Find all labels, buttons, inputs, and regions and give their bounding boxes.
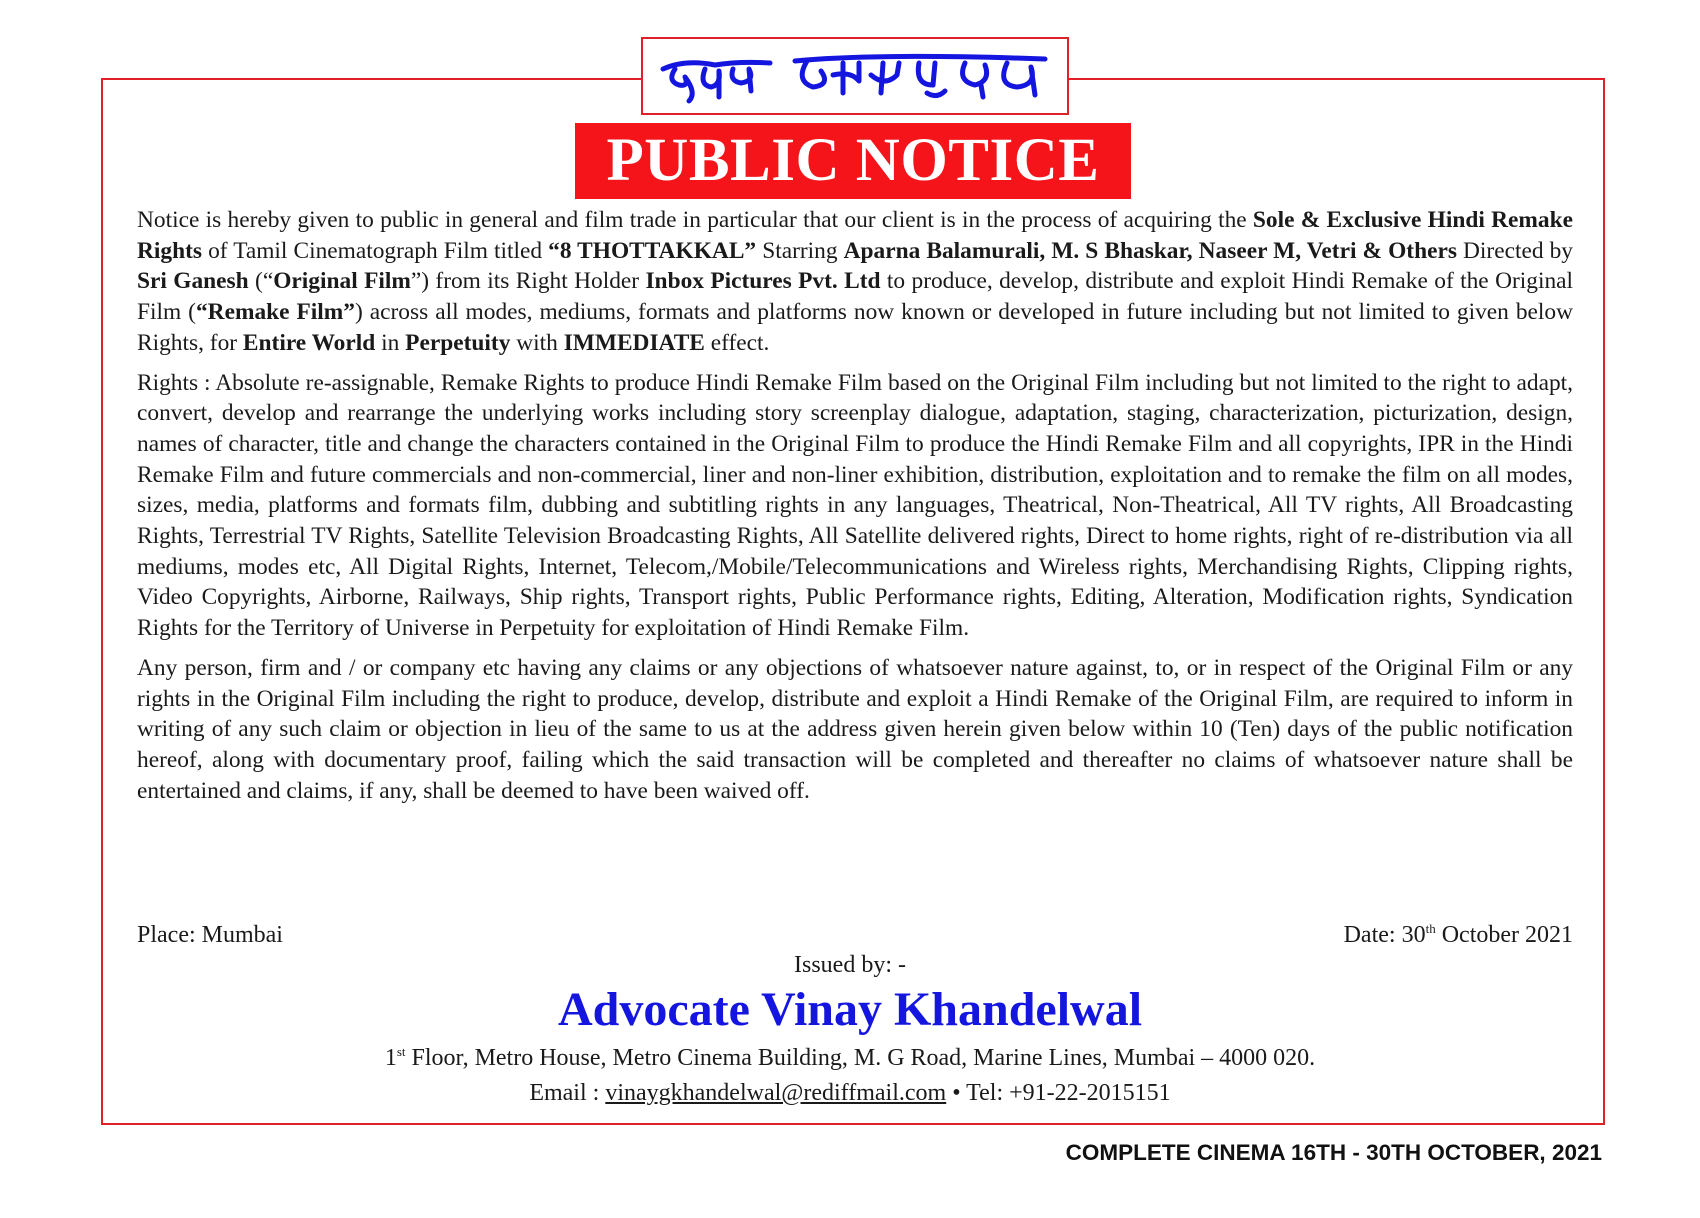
phone-text: • Tel: +91-22-2015151	[946, 1080, 1171, 1106]
place-date-row	[137, 922, 1573, 952]
email-link[interactable]: vinaygkhandelwal@rediffmail.com	[605, 1080, 947, 1106]
greeting-hindi-script	[645, 41, 1065, 111]
advocate-address: 1st Floor, Metro House, Metro Cinema Building, M. G Road, Marine Lines, Mumbai – 4000 020.	[384, 1044, 1316, 1071]
page-title: PUBLIC NOTICE	[575, 123, 1131, 199]
email-label: Email :	[529, 1080, 606, 1106]
publication-footer: COMPLETE CINEMA 16TH - 30TH OCTOBER, 2021	[1065, 1140, 1602, 1165]
issued-by-label: Issued by: -	[794, 952, 906, 978]
notice-paragraph-rights: Rights : Absolute re-assignable, Remake Rights to produce Hindi Remake Film based on the Original Film including but not limited to the right to adapt, convert, develop and rearrange the underlying works including story screenplay dialogue, adaptation, staging, characterization, picturization, design, names of character, title and change the characters contained in the Original Film to produce the Hindi Remake Film and all copyrights, IPR in the Hindi Remake Film and future commercials and non-commercial, liner and non-liner exhibition, distribution, exploitation and to remake the film on all modes, sizes, media, platforms and formats film, dubbing and subtitling rights in any languages, Theatrical, Non-Theatrical, All TV rights, All Broadcasting Rights, Terrestrial TV Rights, Satellite Television Broadcasting Rights, All Satellite delivered rights, Direct to home rights, right of re-distribution via all mediums, modes etc, All Digital Rights, Internet, Telecom,/Mobile/Telecommunications and Wireless rights, Merchandising Rights, Clipping rights, Video Copyrights, Airborne, Railways, Ship rights, Transport rights, Public Performance rights, Editing, Alteration, Modification rights, Syndication Rights for the Territory of Universe in Perpetuity for exploitation of Hindi Remake Film.	[137, 369, 1573, 642]
greeting-banner	[641, 37, 1069, 115]
date-text: Date: 30th October 2021	[1343, 921, 1573, 948]
advocate-contact	[0, 1080, 1700, 1107]
notice-paragraph-intro: Notice is hereby given to public in general and film trade in particular that our client is in the process of acquiring the Sole & Exclusive Hindi Remake Rights of Tamil Cinematograph Film titled “8 THOTTAKKAL” Starring Aparna Balamurali, M. S Bhaskar, Naseer M, Vetri & Others Directed by Sri Ganesh (“Original Film”) from its Right Holder Inbox Pictures Pvt. Ltd to produce, develop, distribute and exploit Hindi Remake of the Original Film (“Remake Film”) across all modes, mediums, formats and platforms now known or developed in future including but not limited to given below Rights, for Entire World in Perpetuity with IMMEDIATE effect.	[137, 207, 1574, 356]
advocate-name: Advocate Vinay Khandelwal	[557, 983, 1143, 1036]
place-text: Place: Mumbai	[137, 922, 283, 948]
notice-body	[137, 205, 1573, 815]
notice-paragraph-claims: Any person, firm and / or company etc having any claims or any objections of whatsoever nature against, to, or in respect of the Original Film or any rights in the Original Film including the right to produce, develop, distribute and exploit a Hindi Remake of the Original Film, are required to inform in writing of any such claim or objection in lieu of the same to us at the address given herein given below within 10 (Ten) days of the public notification hereof, along with documentary proof, failing which the said transaction will be completed and thereafter no claims of whatsoever nature shall be entertained and claims, if any, shall be deemed to have been waived off.	[137, 654, 1573, 804]
